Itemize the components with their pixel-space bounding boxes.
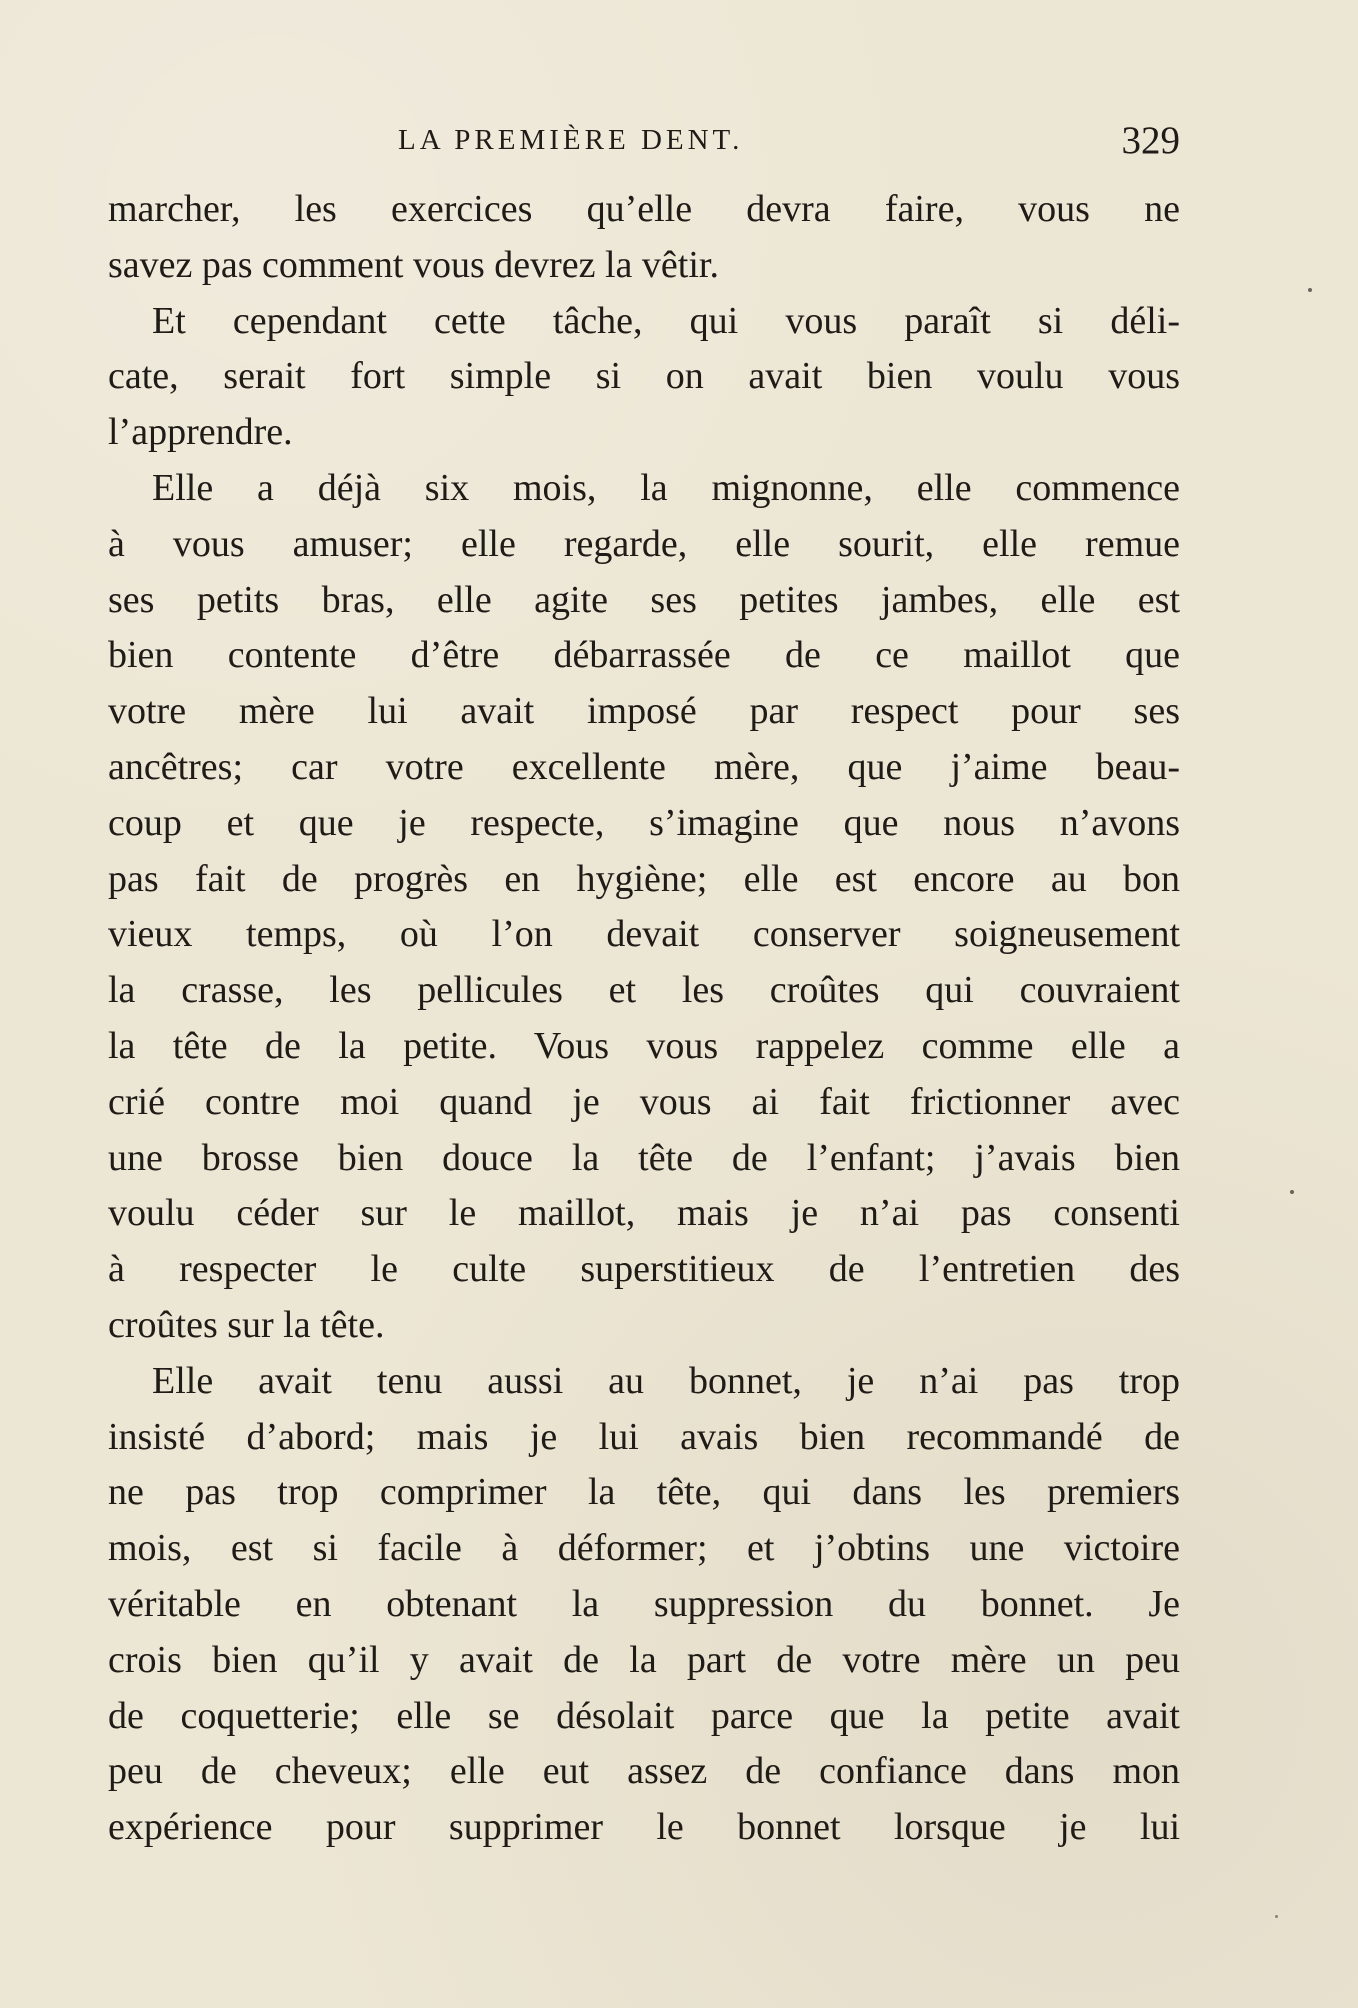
text-line-15: la crasse, les pellicules et les croûtes qui couvraient bbox=[108, 969, 1180, 1012]
text-line-3: Et cependant cette tâche, qui vous paraît si déli- bbox=[152, 299, 1180, 342]
text-line-29: peu de cheveux; elle eut assez de confiance dans mon bbox=[108, 1750, 1180, 1793]
ink-speck bbox=[1308, 288, 1312, 292]
text-line-22: Elle avait tenu aussi au bonnet, je n’ai pas trop bbox=[152, 1359, 1180, 1402]
text-line-4: cate, serait fort simple si on avait bien voulu vous bbox=[108, 355, 1180, 398]
ink-speck bbox=[1275, 1915, 1278, 1918]
text-line-26: véritable en obtenant la suppression du bonnet. Je bbox=[108, 1582, 1180, 1625]
text-line-16: la tête de la petite. Vous vous rappelez comme elle a bbox=[108, 1024, 1180, 1067]
text-line-19: voulu céder sur le maillot, mais je n’ai pas consenti bbox=[108, 1192, 1180, 1235]
running-head bbox=[108, 118, 1180, 168]
text-line-14: vieux temps, où l’on devait conserver soigneusement bbox=[108, 913, 1180, 956]
text-line-20: à respecter le culte superstitieux de l’entretien des bbox=[108, 1248, 1180, 1291]
page-number: 329 bbox=[1121, 119, 1180, 162]
text-line-7: à vous amuser; elle regarde, elle sourit, elle remue bbox=[108, 522, 1180, 565]
text-line-18: une brosse bien douce la tête de l’enfant; j’avais bien bbox=[108, 1136, 1180, 1179]
body-text bbox=[108, 182, 1180, 1856]
text-line-1: marcher, les exercices qu’elle devra faire, vous ne bbox=[108, 188, 1180, 230]
text-line-25: mois, est si facile à déformer; et j’obtins une victoire bbox=[108, 1527, 1180, 1570]
text-line-23: insisté d’abord; mais je lui avais bien recommandé de bbox=[108, 1415, 1180, 1458]
ink-speck bbox=[1290, 1190, 1294, 1194]
text-line-12: coup et que je respecte, s’imagine que nous n’avons bbox=[108, 801, 1180, 844]
text-line-21: croûtes sur la tête. bbox=[108, 1303, 385, 1346]
text-line-2: savez pas comment vous devrez la vêtir. bbox=[108, 243, 719, 286]
text-line-8: ses petits bras, elle agite ses petites jambes, elle est bbox=[108, 578, 1180, 621]
text-line-28: de coquetterie; elle se désolait parce que la petite avait bbox=[108, 1694, 1180, 1737]
text-line-11: ancêtres; car votre excellente mère, que j’aime beau- bbox=[108, 745, 1180, 788]
text-line-6: Elle a déjà six mois, la mignonne, elle commence bbox=[152, 466, 1180, 509]
text-line-5: l’apprendre. bbox=[108, 411, 293, 454]
text-line-27: crois bien qu’il y avait de la part de votre mère un peu bbox=[108, 1638, 1180, 1681]
text-line-9: bien contente d’être débarrassée de ce maillot que bbox=[108, 634, 1180, 677]
running-title: LA PREMIÈRE DENT. bbox=[398, 124, 744, 156]
text-line-24: ne pas trop comprimer la tête, qui dans les premiers bbox=[108, 1471, 1180, 1514]
text-line-13: pas fait de progrès en hygiène; elle est encore au bon bbox=[108, 857, 1180, 900]
text-line-10: votre mère lui avait imposé par respect pour ses bbox=[108, 690, 1180, 733]
text-line-30: expérience pour supprimer le bonnet lorsque je lui bbox=[108, 1806, 1180, 1849]
text-line-17: crié contre moi quand je vous ai fait frictionner avec bbox=[108, 1080, 1180, 1123]
